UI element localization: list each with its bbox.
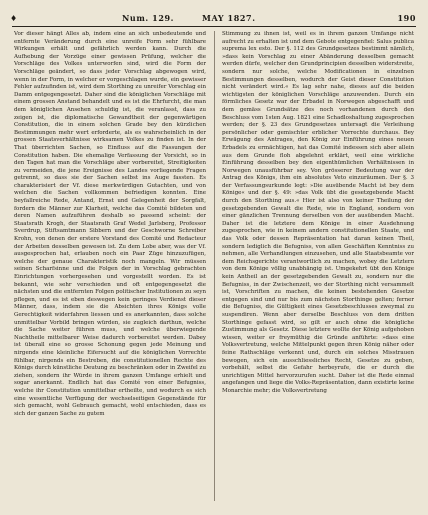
text-column-left [14,31,206,515]
header-rule [12,26,416,27]
text-column-right [222,31,414,515]
running-head [10,13,416,25]
issue-number: Num. 129. [122,13,175,23]
issue-date: MAY 1827. [202,13,256,23]
column-left-text: Vor dieser hängt Alles ab, indem eine an sich unbedeutende und entfernte Veränderung durch eine unreife Form sehr fühlbare Wirkungen erhält und gefährlich werden kann. Durch die Aufhebung der Vorzüge einer gewissen Prüfung, welcher die Vorschläge des Volkes unterworfen sind, wird die Form der Vorschläge geändert, so dass jeder Vorschlag abgewogen wird, wenn in der Form, in welcher er vorgeschlagen wurde, ein gewisser Fehler aufzufinden ist, wird dem Storthing zu unreifer Vorschlag ein Damm entgegengesetzt. Daher sind die königlichen Vorschläge mit einem grossen Anstand behandelt und es ist die Ehrfurcht, die man dem königlichen Ansehen schuldig ist, die veranlasst, dass zu zeigen ist, die diplomatische Gewandtheit der gegenwärtigen Constitution, die in einem solchen Grade bey den kürzlichen Bestimmungen mehr wert erforderte, als es wahrscheinlich in der grossen Staatsverhältnisse wirksamen Volkes zu finden ist. In der That überrichten Sachen, so Einfluss auf die Fassungen der Constitution haben. Die ehemalige Verfassung der Vorsicht, so in den Tagen hat man die Vorschläge aber vorbereitet, Streitigkeiten zu vermeiden, die jene Ereignisse des Landes vorliegende Fragen getrennt, so dass sie der Sachen selbst ins Auge fassten. Es charakterisiert der Vf. diese merkwürdigen Gutachten, und von welchen die Sachen vollkommen befriedigen konnten. Eine beyfallreiche Rede, Antand, Ernst und Gelegenheit der Sorgfalt, fordern die Männer zur Klarheit, welche das Comité bildeten und deren Namen aufzuführen deshalb so passend scheint: der Staatsrath Krogh, der Staatsrath Graf Wedel Jarlsberg, Professor Sverdrup, Stiftsamtmann Sibbern und der Geschworne Schreiber Krohn, von denen der erstere Vorstand des Comité und Redacteur der Arbeiten desselben gewesen ist. Zu dem Lobe aber, was der Vf. ausgesprochen hat, erlauben noch ein Paar Züge hinzuzufügen, welche der genaue Charakteristik noch mangeln. Wir müssen seinen Scharfsinne und die Folgen der in Vorschlag gebrachten Einrichtungen vorhergesehen und vorgestellt worden. Es ist bekannt, wie sehr verschieden und oft entgegengesetzt die nächsten und die entfernten Folgen politischer Institutionen zu seyn pflegen, und es ist eben deswegen kein geringes Verdienst dieser Männer, dass, indem sie die Absichten ihres Königs volle Gerechtigkeit widerfahren liessen und es anerkannten, dass solche unmittelbar Vorbild bringen würden, sie zugleich darthun, welche die Sache weiter führen muss, und welche überwiegende Nachtheile mittelbarer Weise dadurch vorbereitet werden. Dabey ist überall eine so grosse Schonung gegen jede Meinung und nirgends eine kleinliche Eifersucht auf die königlichen Vorrechte fühlbar, nirgends ein Bestreben, die constitutionellen Rechte des Königs durch künstliche Deutung zu beschränken oder in Zweifel zu ziehen, sondern ihr Würde in ihrem ganzen Umfange erhielt und sogar anerkannt. Endlich hat das Comité von einer Befugniss, welche ihr Constitution unmittelbar ertheilte, und wodurch es sich eine wesentliche Verfügung der wechselseitigen Gegenstände für sich gemacht, wohl Gebrauch gemacht, wohl entschieden, dass es sich der ganzen Sache zu gutem [14,31,206,417]
section-mark: ♦ [10,13,18,23]
column-divider [214,31,215,501]
page-number: 190 [397,13,416,23]
column-right-text: Stimmung zu ihnen ist, weil es in ihrem ganzen Umfange nicht aufrecht zu erhalten ist und dem Gebote entgegenfiel: Salus publica suprema lex esto. Der §. 112 des Grundgesetzes bestimmt nämlich, »dass kein Vorschlag zu einer Abänderung desselben gemacht werden dürfe, welcher den Grundprincipien desselben widerstreite, sondern nur solche, welche Modificationen in einzelnen Bestimmungen desselben, wodurch der Geist dieser Constitution nicht verändert wird.« Es lag sehr nahe, dieses auf die beiden wichtigsten der königlichen Vorschläge anzuwenden. Durch ein förmliches Gesetz war der Erbadel in Norwegen abgeschafft und dem gemäss Grundsätze des noch vorhandenen durch den Beschluss vom 1sten Aug. 1821 eine Schadloshaltung zugesprochen werden; der §. 23 des Grundgesetzes untersagt die Verleihung persönlicher oder gemischter erblicher Vorrechte durchaus. Bey Erwägung des Antrages, den König zur Einführung eines neuen Erbadels zu ermächtigen, hat das Comité indessen sich aber allein aus dem Grunde floh abgelehnt erklärt, weil eine wirkliche Einführung desselben bey den eigenthümlichen Verhältnissen in Norwegen unausführbar sey. Von grösserer Bedeutung war der Antrag des Königs, ihm ein absolutes Veto einzuräumen. Der §. 3 der Verfassungsurkunde legt: »Die ausübende Macht ist bey dem Könige« und der §. 49: »das Volk übt die gesetzgebende Macht durch den Storthing aus.« Hier ist also von keiner Theilung der gesetzgebenden Gewalt die Rede, wie in England, sondern von einer gänzlichen Trennung derselben von der ausübenden Macht. Daher ist die letztere dem Könige in einer Ausdehnung zugesprochen, wie in keinem andern constitutionellen Staate, und das Volk oder dessen Repräsentation hat daran keinen Theil, sondern lediglich die Befugniss, von allen Geschäften Kenntniss zu nehmen, alle Verhandlungen einzusehen, und alle Staatsbeamte vor dem Reichsgerichte verantwortlich zu machen, wobey die Letztern von dem Könige völlig unabhängig ist. Umgekehrt übt den Könige kein Antheil an der gesetzgebenden Gewalt zu, sondern nur die Befugniss, in der Zwischenzeit, wo der Storthing nicht versammelt ist, Vorschriften zu machen, die keinen bestehenden Gesetze entgegen sind und nur bis zum nächsten Storthinge gelten; ferner die Befugniss, die Gültigkeit eines Gesetzbeschlusses zweymal zu suspendiren. Wenn aber derselbe Beschluss von dem dritten Storthinge gefasst wird, so gilt er auch ohne die königliche Zustimmung als Gesetz. Diese letztere wollte der König aufgehoben wissen, weiter er freymüthig die Gründe anführte: »dass eine Volksvertretung, welche Mittelpunkt gegen ihren König näher oder feine Rathschläge verkennt und, durch ein solches Misstrauen bewogen, sich ein ausschliessliches Recht, Gesetze zu geben, vorbehält, selbst die Gefahr herbeyrufe, die er durch die unrichtigen Mittel hervorzurufen sucht. Daher ist die Rede einmal angefangen und liege die Volks-Repräsentation, dann existirte keine Monarchie mehr; die Volksvertretung [222,31,414,394]
